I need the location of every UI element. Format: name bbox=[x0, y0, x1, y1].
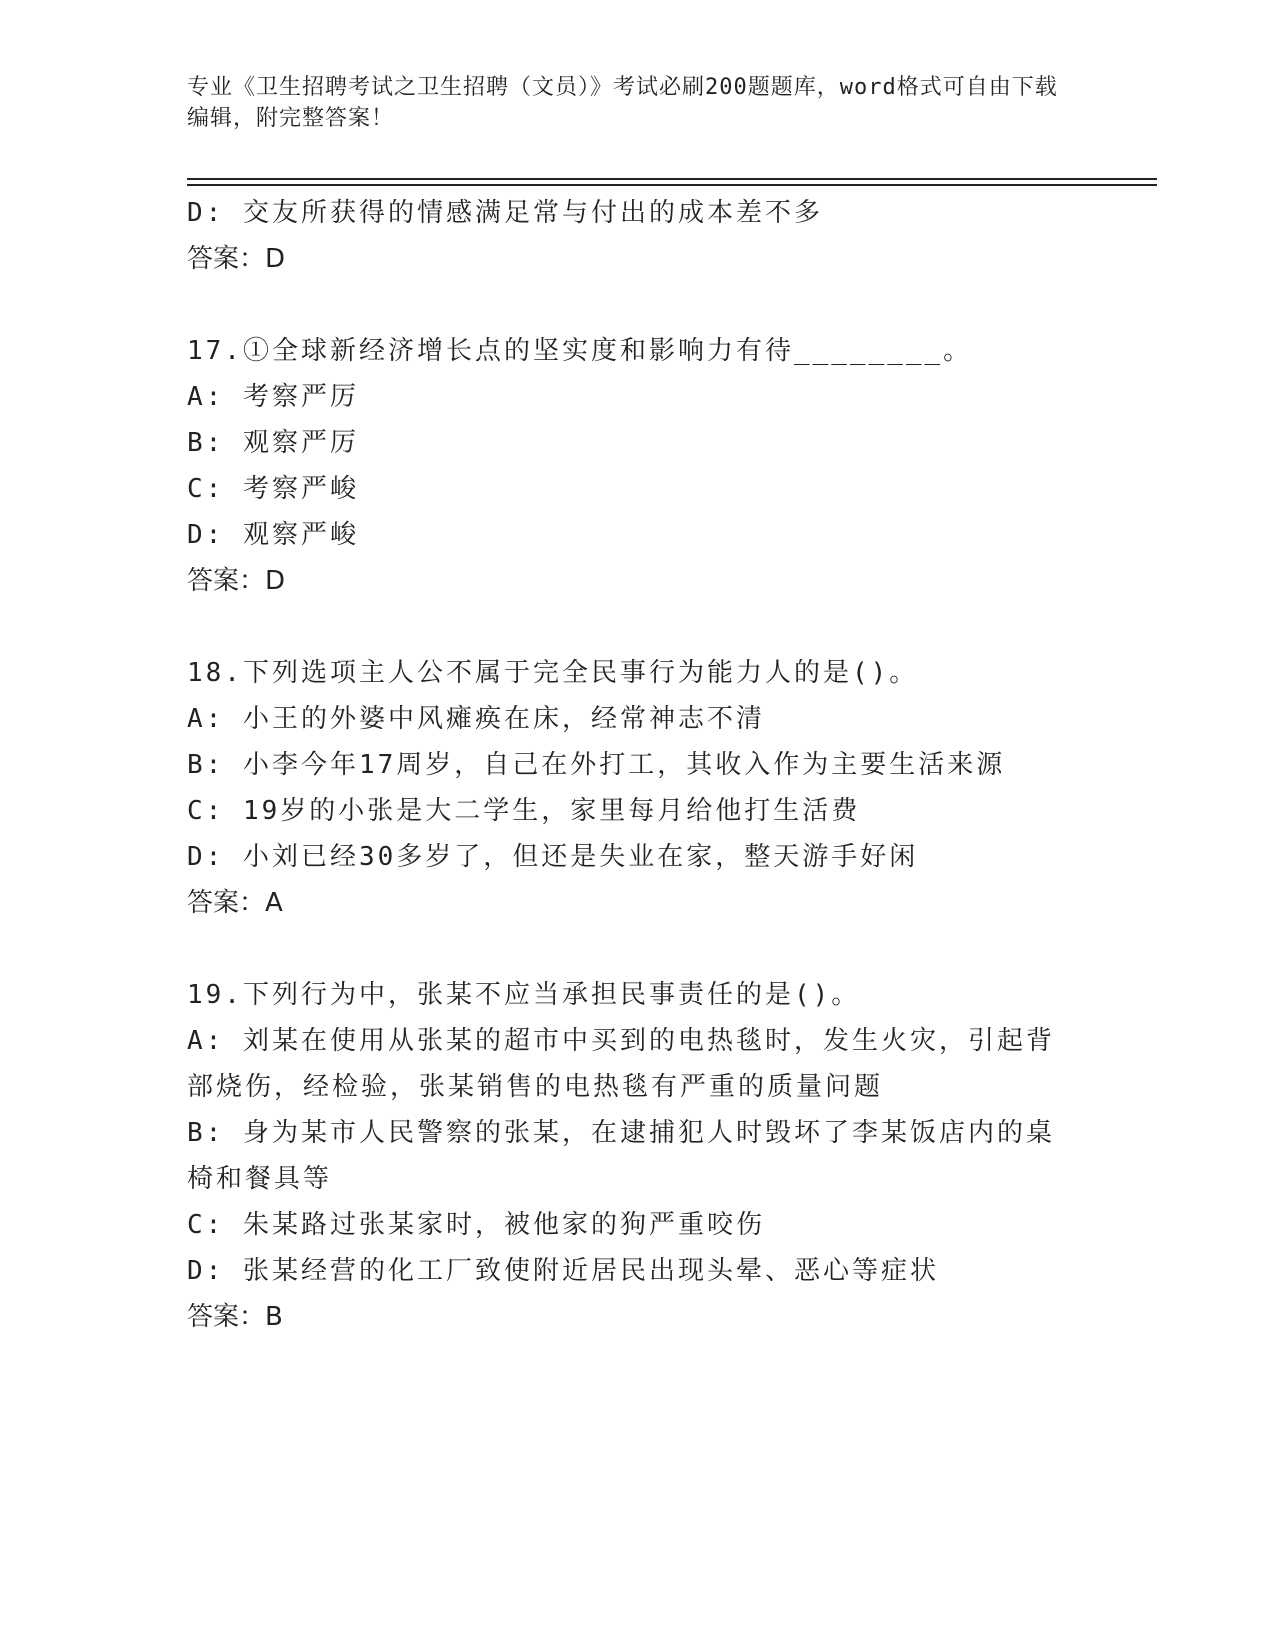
answer: 答案：B bbox=[187, 1302, 283, 1332]
option-b: B: 身为某市人民警察的张某，在逮捕犯人时毁坏了李某饭店内的桌椅和餐具等 bbox=[187, 1118, 1055, 1194]
option-a: A: 小王的外婆中风瘫痪在床，经常神志不清 bbox=[187, 704, 765, 734]
option-d: D: 观察严峻 bbox=[187, 520, 359, 550]
question-title: 18.下列选项主人公不属于完全民事行为能力人的是()。 bbox=[187, 658, 919, 688]
option-a: A: 考察严厉 bbox=[187, 382, 359, 412]
question-19 bbox=[187, 972, 1087, 1340]
option-b: B: 观察严厉 bbox=[187, 428, 359, 458]
document-body bbox=[187, 190, 1087, 1340]
option-c: C: 考察严峻 bbox=[187, 474, 359, 504]
option-b: B: 小李今年17周岁，自己在外打工，其收入作为主要生活来源 bbox=[187, 750, 1006, 780]
answer: 答案：A bbox=[187, 888, 283, 918]
option-d: D: 小刘已经30多岁了，但还是失业在家，整天游手好闲 bbox=[187, 842, 919, 872]
option-a: A: 刘某在使用从张某的超市中买到的电热毯时，发生火灾，引起背部烧伤，经检验，张某销售的电热毯有严重的质量问题 bbox=[187, 1026, 1055, 1102]
option-d: D: 张某经营的化工厂致使附近居民出现头晕、恶心等症状 bbox=[187, 1256, 939, 1286]
prev-answer: 答案：D bbox=[187, 244, 286, 274]
option-c: C: 19岁的小张是大二学生，家里每月给他打生活费 bbox=[187, 796, 861, 826]
spacer bbox=[187, 604, 1087, 650]
header-rule-top bbox=[187, 178, 1157, 180]
answer: 答案：D bbox=[187, 566, 286, 596]
question-title: 17.①全球新经济增长点的坚实度和影响力有待________。 bbox=[187, 336, 973, 366]
question-17 bbox=[187, 328, 1087, 604]
header-rule-bottom bbox=[187, 184, 1157, 186]
spacer bbox=[187, 282, 1087, 328]
option-c: C: 朱某路过张某家时，被他家的狗严重咬伤 bbox=[187, 1210, 765, 1240]
page-header: 专业《卫生招聘考试之卫生招聘（文员）》考试必刷200题题库，word格式可自由下载编辑，附完整答案！ bbox=[187, 75, 1058, 131]
prev-option-d: D: 交友所获得的情感满足常与付出的成本差不多 bbox=[187, 198, 823, 228]
spacer bbox=[187, 926, 1087, 972]
question-18 bbox=[187, 650, 1087, 926]
question-title: 19.下列行为中，张某不应当承担民事责任的是()。 bbox=[187, 980, 861, 1010]
